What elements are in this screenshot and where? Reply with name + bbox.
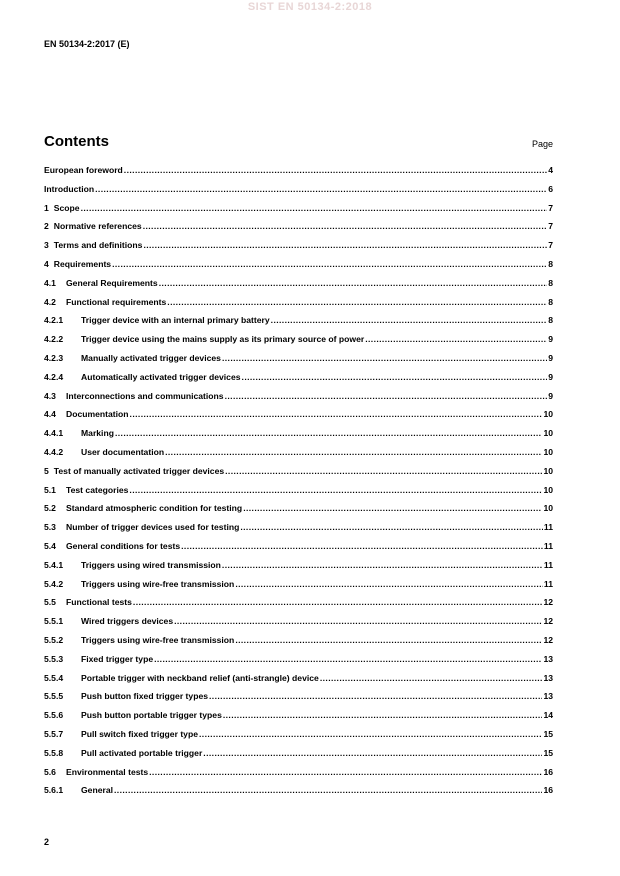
toc-entry[interactable] bbox=[44, 220, 553, 239]
toc-leader-dots bbox=[222, 559, 543, 571]
toc-entry-page: 7 bbox=[548, 240, 553, 251]
toc-entry[interactable] bbox=[44, 164, 553, 183]
toc-entry-number: 3 bbox=[44, 240, 49, 251]
toc-entry-number: 2 bbox=[44, 221, 49, 232]
toc-entry-title: Introduction bbox=[44, 183, 95, 194]
toc-entry-number: 4.2.1 bbox=[44, 315, 64, 326]
toc-entry-page: 11 bbox=[543, 559, 553, 570]
toc-entry-title: Test of manually activated trigger devices bbox=[53, 465, 225, 476]
toc-leader-dots bbox=[154, 653, 542, 665]
toc-entry-title: European foreword bbox=[44, 165, 123, 175]
toc-leader-dots bbox=[143, 239, 547, 251]
toc-leader-dots bbox=[199, 728, 542, 740]
toc-entry-page: 8 bbox=[548, 315, 553, 326]
toc-entry-page: 13 bbox=[543, 672, 553, 683]
toc-entry-number: 5.5.3 bbox=[44, 653, 64, 664]
toc-entry[interactable] bbox=[44, 728, 553, 747]
toc-entry-page: 8 bbox=[548, 277, 553, 288]
toc-entry-number: 4.3 bbox=[44, 390, 56, 401]
toc-entry-page: 12 bbox=[543, 634, 553, 645]
toc-entry-number: 4.1 bbox=[44, 277, 56, 288]
toc-entry-page: 10 bbox=[543, 484, 553, 495]
toc-entry[interactable] bbox=[44, 502, 553, 521]
toc-entry-title: Pull activated portable trigger bbox=[81, 747, 203, 758]
toc-entry-number: 4.2.2 bbox=[44, 334, 64, 345]
toc-entry-number: 5.4 bbox=[44, 540, 56, 551]
toc-entry-number: 5.1 bbox=[44, 484, 56, 495]
toc-entry-number: 5.4.1 bbox=[44, 559, 64, 570]
toc-entry-title: Interconnections and communications bbox=[66, 390, 224, 401]
toc-leader-dots bbox=[225, 390, 548, 402]
toc-entry-page: 12 bbox=[543, 616, 553, 627]
toc-entry[interactable] bbox=[44, 672, 553, 691]
toc-leader-dots bbox=[114, 784, 542, 796]
toc-leader-dots bbox=[130, 408, 543, 420]
toc-leader-dots bbox=[235, 634, 542, 646]
toc-entry-page: 13 bbox=[543, 691, 553, 702]
toc-entry-number: 5.5.7 bbox=[44, 728, 64, 739]
toc-entry-number: 5.3 bbox=[44, 522, 56, 533]
toc-entry-title: Trigger device using the mains supply as its primary source of power bbox=[81, 334, 365, 345]
toc-entry-page: 4 bbox=[548, 165, 553, 175]
toc-entry-page: 16 bbox=[543, 785, 553, 796]
toc-entry[interactable] bbox=[44, 465, 553, 484]
toc-leader-dots bbox=[112, 258, 547, 270]
toc-leader-dots bbox=[165, 446, 542, 458]
toc-entry-title: General conditions for tests bbox=[66, 540, 181, 551]
toc-leader-dots bbox=[240, 521, 543, 533]
toc-entry-page: 10 bbox=[543, 446, 553, 457]
toc-entry-title: Functional tests bbox=[66, 597, 132, 608]
toc-entry[interactable] bbox=[44, 521, 553, 540]
toc-leader-dots bbox=[223, 709, 543, 721]
toc-entry-title: Portable trigger with neckband relief (anti-strangle) device bbox=[81, 672, 319, 683]
toc-entry[interactable] bbox=[44, 766, 553, 785]
toc-entry-title: Terms and definitions bbox=[53, 240, 143, 251]
toc-entry-title: Normative references bbox=[53, 221, 142, 232]
toc-entry[interactable] bbox=[44, 484, 553, 503]
toc-entry-title: Fixed trigger type bbox=[81, 653, 154, 664]
toc-entry-number: 4.2.4 bbox=[44, 371, 64, 382]
table-of-contents bbox=[44, 164, 553, 803]
toc-leader-dots bbox=[143, 220, 548, 232]
toc-entry-number: 4.2 bbox=[44, 296, 56, 307]
toc-entry-number: 5 bbox=[44, 465, 49, 476]
toc-entry[interactable] bbox=[44, 747, 553, 766]
toc-entry-page: 14 bbox=[543, 710, 553, 721]
toc-entry[interactable] bbox=[44, 352, 553, 371]
toc-entry[interactable] bbox=[44, 314, 553, 333]
page-column-label: Page bbox=[531, 139, 553, 149]
toc-entry[interactable] bbox=[44, 371, 553, 390]
toc-entry-title: Pull switch fixed trigger type bbox=[81, 728, 198, 739]
toc-entry-page: 9 bbox=[548, 334, 553, 345]
toc-leader-dots bbox=[365, 333, 547, 345]
toc-entry[interactable] bbox=[44, 596, 553, 615]
toc-entry-page: 9 bbox=[548, 390, 553, 401]
toc-entry[interactable] bbox=[44, 540, 553, 559]
toc-entry-page: 11 bbox=[543, 522, 553, 533]
toc-entry[interactable] bbox=[44, 239, 553, 258]
toc-leader-dots bbox=[209, 690, 542, 702]
toc-entry-number: 1 bbox=[44, 202, 49, 213]
page-number: 2 bbox=[44, 837, 50, 847]
toc-entry-title: Number of trigger devices used for testing bbox=[66, 522, 240, 533]
toc-entry-number: 4 bbox=[44, 258, 49, 269]
toc-entry[interactable] bbox=[44, 296, 553, 315]
toc-entry-title: Documentation bbox=[66, 409, 129, 420]
toc-entry[interactable] bbox=[44, 709, 553, 728]
toc-entry[interactable] bbox=[44, 578, 553, 597]
toc-leader-dots bbox=[320, 672, 543, 684]
toc-entry-page: 10 bbox=[543, 409, 553, 420]
toc-entry-page: 10 bbox=[543, 465, 553, 476]
toc-entry-number: 5.5.8 bbox=[44, 747, 64, 758]
toc-entry[interactable] bbox=[44, 408, 553, 427]
toc-entry-number: 5.5.6 bbox=[44, 710, 64, 721]
toc-leader-dots bbox=[159, 277, 548, 289]
toc-entry-title: Automatically activated trigger devices bbox=[81, 371, 241, 382]
toc-entry-page: 6 bbox=[548, 183, 553, 194]
toc-entry-title: Triggers using wire-free transmission bbox=[81, 578, 235, 589]
toc-entry[interactable] bbox=[44, 333, 553, 352]
toc-entry-title: General bbox=[81, 785, 114, 796]
toc-entry[interactable] bbox=[44, 258, 553, 277]
toc-leader-dots bbox=[225, 465, 542, 477]
toc-entry-title: Wired triggers devices bbox=[81, 616, 174, 627]
toc-entry-title: Marking bbox=[81, 428, 114, 439]
toc-entry-title: Requirements bbox=[53, 258, 112, 269]
toc-entry-title: Environmental tests bbox=[66, 766, 149, 777]
toc-entry-page: 7 bbox=[548, 202, 553, 213]
toc-entry-number: 4.4.1 bbox=[44, 428, 64, 439]
toc-leader-dots bbox=[271, 314, 548, 326]
toc-entry-title: Standard atmospheric condition for testing bbox=[66, 503, 243, 514]
toc-entry-page: 15 bbox=[543, 728, 553, 739]
toc-entry[interactable] bbox=[44, 277, 553, 296]
toc-leader-dots bbox=[174, 615, 542, 627]
toc-entry[interactable] bbox=[44, 615, 553, 634]
toc-entry[interactable] bbox=[44, 653, 553, 672]
toc-entry-title: Scope bbox=[53, 202, 80, 213]
document-id: EN 50134-2:2017 (E) bbox=[44, 39, 130, 49]
toc-entry-title: Triggers using wire-free transmission bbox=[81, 634, 235, 645]
toc-entry-page: 12 bbox=[543, 597, 553, 608]
toc-entry-page: 7 bbox=[548, 221, 553, 232]
toc-entry-title: User documentation bbox=[81, 446, 165, 457]
toc-entry-number: 4.4.2 bbox=[44, 446, 64, 457]
toc-entry[interactable] bbox=[44, 634, 553, 653]
toc-entry-title: Push button portable trigger types bbox=[81, 710, 222, 721]
page-title: Contents bbox=[44, 133, 109, 150]
toc-entry-number: 5.5.1 bbox=[44, 616, 64, 627]
watermark-text: SIST EN 50134-2:2018 bbox=[247, 1, 373, 13]
toc-leader-dots bbox=[124, 164, 547, 176]
toc-entry-number: 5.5.4 bbox=[44, 672, 64, 683]
toc-entry-title: Functional requirements bbox=[66, 296, 167, 307]
toc-leader-dots bbox=[115, 427, 542, 439]
toc-entry-title: Test categories bbox=[66, 484, 129, 495]
toc-entry-page: 9 bbox=[548, 371, 553, 382]
toc-leader-dots bbox=[129, 484, 542, 496]
toc-entry[interactable] bbox=[44, 446, 553, 465]
toc-leader-dots bbox=[167, 296, 547, 308]
toc-entry-number: 4.2.3 bbox=[44, 352, 64, 363]
toc-entry-number: 5.5 bbox=[44, 597, 56, 608]
toc-entry[interactable] bbox=[44, 427, 553, 446]
toc-entry-number: 5.6.1 bbox=[44, 785, 64, 796]
toc-entry[interactable] bbox=[44, 202, 553, 221]
toc-entry-page: 8 bbox=[548, 258, 553, 269]
toc-entry-title: Push button fixed trigger types bbox=[81, 691, 209, 702]
toc-leader-dots bbox=[222, 352, 547, 364]
toc-entry-page: 10 bbox=[543, 503, 553, 514]
toc-entry-page: 11 bbox=[543, 540, 553, 551]
toc-leader-dots bbox=[149, 766, 542, 778]
toc-entry-title: Trigger device with an internal primary battery bbox=[81, 315, 270, 326]
toc-entry[interactable] bbox=[44, 559, 553, 578]
toc-entry-title: General Requirements bbox=[66, 277, 158, 288]
toc-leader-dots bbox=[242, 371, 548, 383]
toc-entry-title: Triggers using wired transmission bbox=[81, 559, 221, 570]
toc-entry-page: 10 bbox=[543, 428, 553, 439]
toc-entry[interactable] bbox=[44, 183, 553, 202]
toc-entry[interactable] bbox=[44, 784, 553, 803]
toc-entry-number: 5.5.5 bbox=[44, 691, 64, 702]
toc-entry-page: 13 bbox=[543, 653, 553, 664]
toc-entry[interactable] bbox=[44, 390, 553, 409]
toc-leader-dots bbox=[235, 578, 543, 590]
toc-leader-dots bbox=[133, 596, 543, 608]
toc-entry-page: 16 bbox=[543, 766, 553, 777]
toc-leader-dots bbox=[95, 183, 547, 195]
toc-entry-page: 9 bbox=[548, 352, 553, 363]
toc-leader-dots bbox=[81, 202, 548, 214]
toc-entry-page: 11 bbox=[543, 578, 553, 589]
toc-entry-page: 15 bbox=[543, 747, 553, 758]
toc-entry-number: 5.6 bbox=[44, 766, 56, 777]
toc-leader-dots bbox=[203, 747, 542, 759]
toc-leader-dots bbox=[243, 502, 542, 514]
toc-entry-number: 5.2 bbox=[44, 503, 56, 514]
toc-entry-number: 4.4 bbox=[44, 409, 56, 420]
toc-entry-page: 8 bbox=[548, 296, 553, 307]
toc-entry-title: Manually activated trigger devices bbox=[81, 352, 221, 363]
toc-entry-number: 5.5.2 bbox=[44, 634, 64, 645]
toc-leader-dots bbox=[181, 540, 543, 552]
toc-entry-number: 5.4.2 bbox=[44, 578, 64, 589]
toc-entry[interactable] bbox=[44, 690, 553, 709]
